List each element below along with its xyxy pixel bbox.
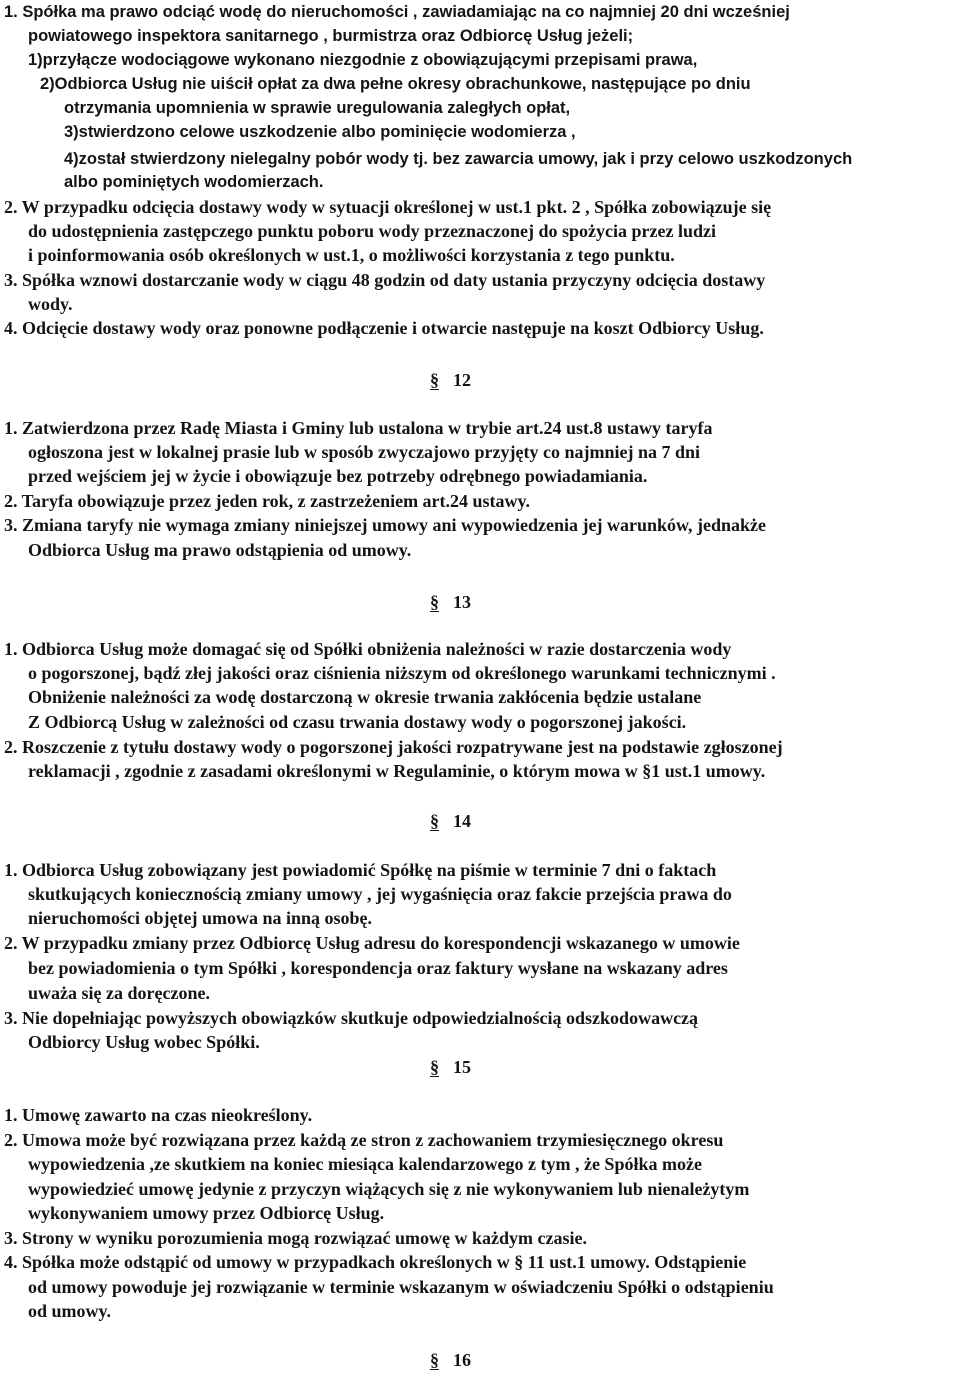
s15-line-8: od umowy powoduje jej rozwiązanie w terminie wskazanym w oświadczeniu Spółki o odstąpieniu <box>28 1277 774 1297</box>
s13-line-6: reklamacji , zgodnie z zasadami określonymi w Regulaminie, o którym mowa w §1 ust.1 umowy. <box>28 761 766 781</box>
s11-line-12: 3. Spółka wznowi dostarczanie wody w ciągu 48 godzin od daty ustania przyczyny odcięcia dostawy <box>4 270 766 290</box>
section-heading-15 <box>430 1055 471 1079</box>
s13-line-4: Z Odbiorcą Usług w zależności od czasu trwania dostawy wody o pogorszonej jakości. <box>28 712 687 732</box>
section-symbol: § <box>430 592 439 612</box>
section-symbol: § <box>430 1350 439 1370</box>
section-symbol: § <box>430 1057 439 1077</box>
section-symbol: § <box>430 811 439 831</box>
s15-line-2: 2. Umowa może być rozwiązana przez każdą ze stron z zachowaniem trzymiesięcznego okresu <box>4 1130 724 1150</box>
s12-line-3: przed wejściem jej w życie i obowiązuje bez potrzeby odrębnego powiadamiania. <box>28 466 648 486</box>
s12-line-2: ogłoszona jest w lokalnej prasie lub w sposób zwyczajowo przyjęty co najmniej na 7 dni <box>28 442 700 462</box>
section-number: 14 <box>453 811 471 831</box>
s12-line-5: 3. Zmiana taryfy nie wymaga zmiany niniejszej umowy ani wypowiedzenia jej warunków, jednakże <box>4 515 766 535</box>
s11-line-2: powiatowego inspektora sanitarnego , burmistrza oraz Odbiorcę Usług jeżeli; <box>28 27 634 45</box>
s12-line-1: 1. Zatwierdzona przez Radę Miasta i Gminy lub ustalona w trybie art.24 ust.8 ustawy taryfa <box>4 418 713 438</box>
s13-line-2: o pogorszonej, bądź złej jakości oraz ciśnienia niższym od określonego warunkami technicznymi . <box>28 663 776 683</box>
s12-line-6: Odbiorca Usług ma prawo odstąpienia od umowy. <box>28 540 412 560</box>
s13-line-3: Obniżenie należności za wodę dostarczoną w okresie trwania zakłócenia będzie ustalane <box>28 687 702 707</box>
s11-line-1: 1. Spółka ma prawo odciąć wodę do nieruchomości , zawiadamiając na co najmniej 20 dni wcześniej <box>4 3 790 21</box>
section-number: 16 <box>453 1350 471 1370</box>
s15-line-7: 4. Spółka może odstąpić od umowy w przypadkach określonych w § 11 ust.1 umowy. Odstąpienie <box>4 1252 747 1272</box>
s15-line-3: wypowiedzenia ,ze skutkiem na koniec miesiąca kalendarzowego z tym , że Spółka może <box>28 1154 702 1174</box>
s14-line-7: 3. Nie dopełniając powyższych obowiązków skutkuje odpowiedzialnością odszkodowawczą <box>4 1008 699 1028</box>
s15-line-9: od umowy. <box>28 1301 112 1321</box>
s14-line-2: skutkujących koniecznością zmiany umowy , jej wygaśnięcia oraz fakcie przejścia prawa do <box>28 884 732 904</box>
section-number: 15 <box>453 1057 471 1077</box>
s15-line-1: 1. Umowę zawarto na czas nieokreślony. <box>4 1105 313 1125</box>
s11-line-3: 1)przyłącze wodociągowe wykonano niezgodnie z obowiązującymi przepisami prawa, <box>28 51 698 69</box>
s12-line-4: 2. Taryfa obowiązuje przez jeden rok, z zastrzeżeniem art.24 ustawy. <box>4 491 531 511</box>
s14-line-6: uważa się za doręczone. <box>28 983 210 1003</box>
s11-line-13: wody. <box>28 294 73 314</box>
s14-line-1: 1. Odbiorca Usług zobowiązany jest powiadomić Spółkę na piśmie w terminie 7 dni o faktach <box>4 860 717 880</box>
s13-line-1: 1. Odbiorca Usług może domagać się od Spółki obniżenia należności w razie dostarczenia wody <box>4 639 732 659</box>
s11-line-10: do udostępnienia zastępczego punktu poboru wody przeznaczonej do spożycia przez ludzi <box>28 221 717 241</box>
s11-line-4: 2)Odbiorca Usług nie uiścił opłat za dwa pełne okresy obrachunkowe, następujące po dniu <box>40 75 751 93</box>
section-heading-16 <box>430 1348 471 1372</box>
s14-line-3: nieruchomości objętej umowa na inną osobę. <box>28 908 373 928</box>
section-number: 13 <box>453 592 471 612</box>
s14-line-4: 2. W przypadku zmiany przez Odbiorcę Usług adresu do korespondencji wskazanego w umowie <box>4 933 740 953</box>
s14-line-8: Odbiorcy Usług wobec Spółki. <box>28 1032 260 1052</box>
s14-line-5: bez powiadomienia o tym Spółki , korespondencja oraz faktury wysłane na wskazany adres <box>28 958 728 978</box>
s15-line-6: 3. Strony w wyniku porozumienia mogą rozwiązać umowę w każdym czasie. <box>4 1228 587 1248</box>
s11-line-5: otrzymania upomnienia w sprawie uregulowania zaległych opłat, <box>64 99 571 117</box>
section-symbol: § <box>430 370 439 390</box>
section-heading-13 <box>430 590 471 614</box>
s11-line-8: albo pominiętych wodomierzach. <box>64 173 324 191</box>
s15-line-5: wykonywaniem umowy przez Odbiorcę Usług. <box>28 1203 385 1223</box>
s11-line-11: i poinformowania osób określonych w ust.1, o możliwości korzystania z tego punktu. <box>28 245 675 265</box>
s15-line-4: wypowiedzieć umowę jedynie z przyczyn wiążących się z nie wykonywaniem lub nienależytym <box>28 1179 750 1199</box>
s11-line-14: 4. Odcięcie dostawy wody oraz ponowne podłączenie i otwarcie następuje na koszt Odbiorcy Usług. <box>4 318 764 338</box>
s11-line-6: 3)stwierdzono celowe uszkodzenie albo pominięcie wodomierza , <box>64 123 576 141</box>
s13-line-5: 2. Roszczenie z tytułu dostawy wody o pogorszonej jakości rozpatrywane jest na podstawie zgłoszonej <box>4 737 783 757</box>
s11-line-9: 2. W przypadku odcięcia dostawy wody w sytuacji określonej w ust.1 pkt. 2 , Spółka zobowiązuje się <box>4 197 772 217</box>
s11-line-7: 4)został stwierdzony nielegalny pobór wody tj. bez zawarcia umowy, jak i przy celowo uszkodzonych <box>64 150 853 168</box>
section-heading-12 <box>430 368 471 392</box>
section-heading-14 <box>430 809 471 833</box>
section-number: 12 <box>453 370 471 390</box>
